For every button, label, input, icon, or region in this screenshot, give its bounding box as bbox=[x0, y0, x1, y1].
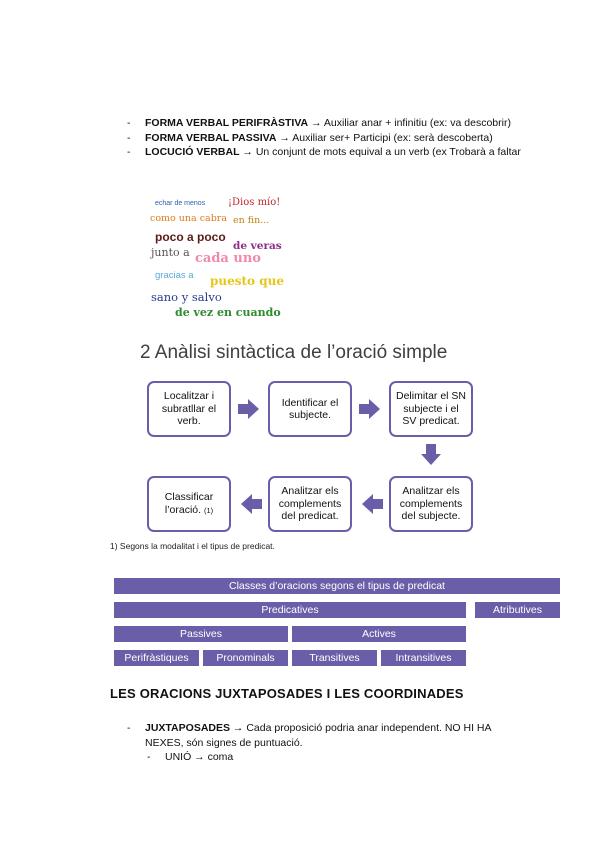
idiom-word-cloud bbox=[0, 0, 600, 330]
word-cloud-item: echar de menos bbox=[155, 200, 206, 207]
perifrastiques-bar: Perifràstiques bbox=[114, 650, 199, 666]
flow-step-2 bbox=[268, 381, 352, 437]
arrow-left-icon bbox=[361, 494, 383, 514]
word-cloud-item: sano y salvo bbox=[151, 290, 222, 304]
transitives-bar: Transitives bbox=[292, 650, 377, 666]
arrow-glyph: → bbox=[232, 722, 244, 734]
pronominals-bar: Pronominals bbox=[203, 650, 288, 666]
term: FORMA VERBAL PASSIVA bbox=[145, 131, 277, 144]
step-label: Localitzar i subratllar el verb. bbox=[161, 390, 217, 428]
term: JUXTAPOSADES bbox=[145, 722, 230, 734]
juxtaposades-list bbox=[127, 721, 527, 750]
arrow-glyph: → bbox=[194, 751, 205, 763]
bullet-dash: - bbox=[147, 751, 151, 763]
definition: Auxiliar anar + infinitiu (ex: va descobrir) bbox=[323, 117, 511, 129]
flow-step-4 bbox=[389, 476, 473, 532]
arrow-glyph: → bbox=[279, 131, 290, 144]
unio-list bbox=[147, 750, 233, 765]
term: FORMA VERBAL PERIFRÀSTIVA bbox=[145, 117, 309, 129]
bullet-dash: - bbox=[127, 117, 131, 129]
word-cloud-item: en fin... bbox=[233, 215, 270, 226]
definition: Un conjunt de mots equival a un verb (ex Trobarà a faltar bbox=[255, 146, 521, 158]
word-cloud-item: junto a bbox=[151, 246, 190, 259]
list-item bbox=[127, 721, 527, 750]
word-cloud-item: de vez en cuando bbox=[175, 306, 281, 319]
predicatives-bar: Predicatives bbox=[114, 602, 466, 618]
arrow-glyph: → bbox=[242, 146, 253, 158]
flow-step-6 bbox=[147, 476, 231, 532]
actives-bar: Actives bbox=[292, 626, 466, 642]
definition: Auxiliar ser+ Participi (ex: serà descoberta) bbox=[292, 131, 493, 144]
word-cloud-item: gracias a bbox=[155, 270, 194, 281]
footnote-marker: (1) bbox=[203, 505, 214, 515]
step-label-wrap bbox=[153, 491, 225, 517]
bullet-dash: - bbox=[127, 131, 131, 144]
classification-title-bar: Classes d’oracions segons el tipus de predicat bbox=[114, 578, 560, 594]
word-cloud-item: como una cabra bbox=[150, 213, 227, 224]
footnote: 1) Segons la modalitat i el tipus de predicat. bbox=[110, 541, 275, 551]
flow-step-5 bbox=[268, 476, 352, 532]
list-item bbox=[147, 750, 233, 765]
step-label: Identificar el subjecte. bbox=[281, 396, 339, 421]
arrow-glyph: → bbox=[311, 117, 322, 129]
arrow-down-icon bbox=[421, 444, 441, 466]
arrow-right-icon bbox=[238, 399, 260, 419]
section-heading: LES ORACIONS JUXTAPOSADES I LES COORDINADES bbox=[110, 686, 464, 701]
word-cloud-item: cada uno bbox=[195, 251, 261, 266]
arrow-right-icon bbox=[359, 399, 381, 419]
word-cloud-item: ¡Dios mío! bbox=[228, 197, 281, 208]
word-cloud-item: puesto que bbox=[210, 274, 284, 288]
step-label: Analitzar els complements del predicat. bbox=[278, 485, 342, 523]
term: UNIÓ bbox=[165, 751, 192, 763]
flow-step-3 bbox=[389, 381, 473, 437]
step-label: Delimitar el SN subjecte i el SV predicat. bbox=[395, 390, 466, 428]
arrow-left-icon bbox=[240, 494, 262, 514]
atributives-bar: Atributives bbox=[475, 602, 560, 618]
section-title: 2 Anàlisi sintàctica de l’oració simple bbox=[140, 342, 448, 363]
definition: coma bbox=[207, 751, 234, 763]
step-label: Classificar l’oració. bbox=[164, 491, 214, 516]
bullet-dash: - bbox=[127, 146, 131, 158]
flow-step-1 bbox=[147, 381, 231, 437]
definition: Cada proposició podria anar independent. NO HI HA NEXES, són signes de puntuació. bbox=[145, 722, 491, 749]
step-label: Analitzar els complements del subjecte. bbox=[399, 485, 463, 523]
word-cloud-item: de veras bbox=[233, 240, 282, 252]
word-cloud-item: poco a poco bbox=[155, 230, 226, 244]
passives-bar: Passives bbox=[114, 626, 288, 642]
bullet-dash: - bbox=[127, 722, 131, 734]
intransitives-bar: Intransitives bbox=[381, 650, 466, 666]
term: LOCUCIÓ VERBAL bbox=[145, 146, 240, 158]
